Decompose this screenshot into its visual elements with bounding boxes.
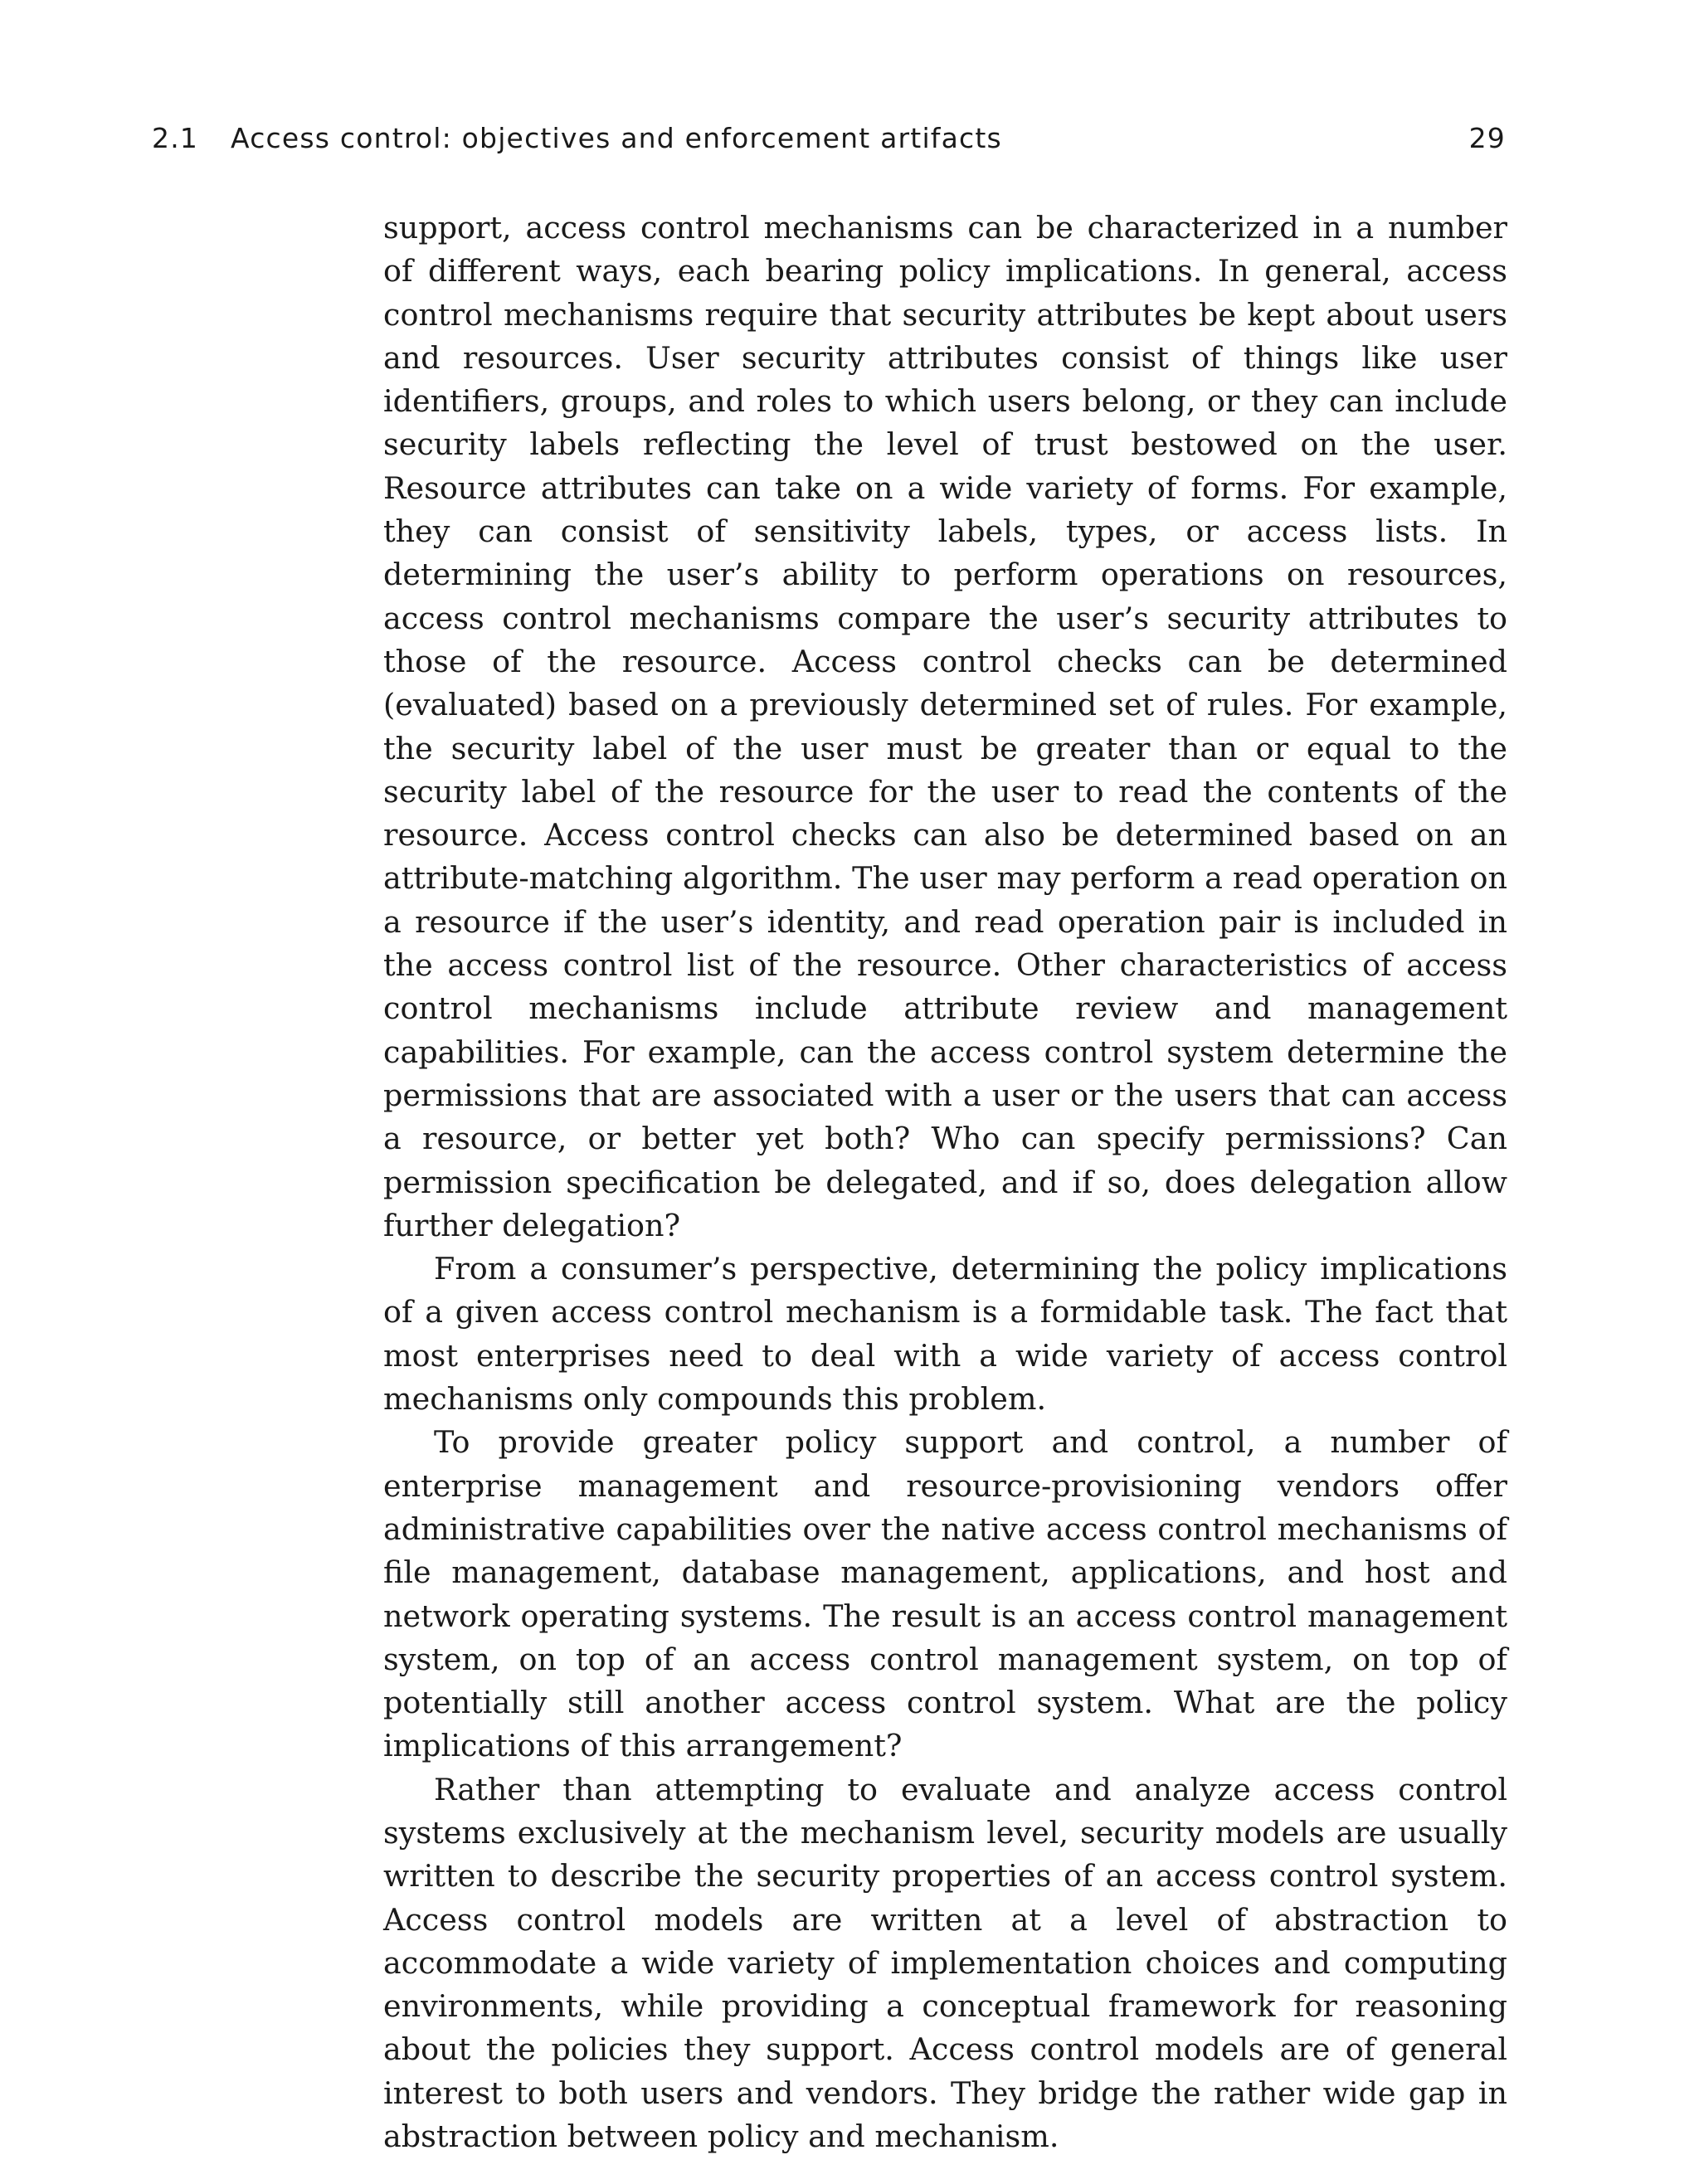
paragraph: To provide greater policy support and control, a number of enterprise management and resource-provisioning vendors offer administrative capabilities over the native access control mechanisms of file management, database management, applications, and host and network operating systems. The result is an access control management system, on top of an access control management system, on top of potentially still another access control system. What are the policy implications of this arrangement? xyxy=(383,1424,1507,1764)
paragraph: support, access control mechanisms can be characterized in a number of different ways, each bearing policy implications. In general, access control mechanisms require that security attributes be kept about users and resources. User security attributes consist of things like user identifiers, groups, and roles to which users belong, or they can include security labels reflecting the level of trust bestowed on the user. Resource attributes can take on a wide variety of forms. For example, they can consist of sensitivity labels, types, or access lists. In determining the user’s ability to perform operations on resources, access control mechanisms compare the user’s security attributes to those of the resource. Access control checks can be determined (evaluated) based on a previously determined set of rules. For example, the security label of the user must be greater than or equal to the security label of the resource for the user to read the contents of the resource. Access control checks can also be determined based on an attribute-matching algorithm. The user may perform a read operation on a resource if the user’s identity, and read operation pair is included in the access control list of the resource. Other characteristics of access control mechanisms include attribute review and management capabilities. For example, can the access control system determine the permissions that are associated with a user or the users that can access a resource, or better yet both? Who can specify permissions? Can permission specification be delegated, and if so, does delegation allow further delegation? xyxy=(383,210,1507,1243)
paragraph: From a consumer’s perspective, determining the policy implications of a given access control mechanism is a formidable task. The fact that most enterprises need to deal with a wide variety of access control mechanisms only compounds this problem. xyxy=(383,1251,1507,1418)
section-title: Access control: objectives and enforcement artifacts xyxy=(231,122,1002,154)
running-head xyxy=(152,118,1506,159)
page-number: 29 xyxy=(1468,122,1506,154)
section-number: 2.1 xyxy=(152,122,199,154)
paragraph: Rather than attempting to evaluate and analyze access control systems exclusively at the mechanism level, security models are usually written to describe the security properties of an access control system. Access control models are written at a level of abstraction to accommodate a wide variety of implementation choices and computing environments, while providing a conceptual framework for reasoning about the policies they support. Access control models are of general interest to both users and vendors. They bridge the rather wide gap in abstraction between policy and mechanism. xyxy=(383,1771,1507,2155)
body-text xyxy=(383,207,1507,2158)
